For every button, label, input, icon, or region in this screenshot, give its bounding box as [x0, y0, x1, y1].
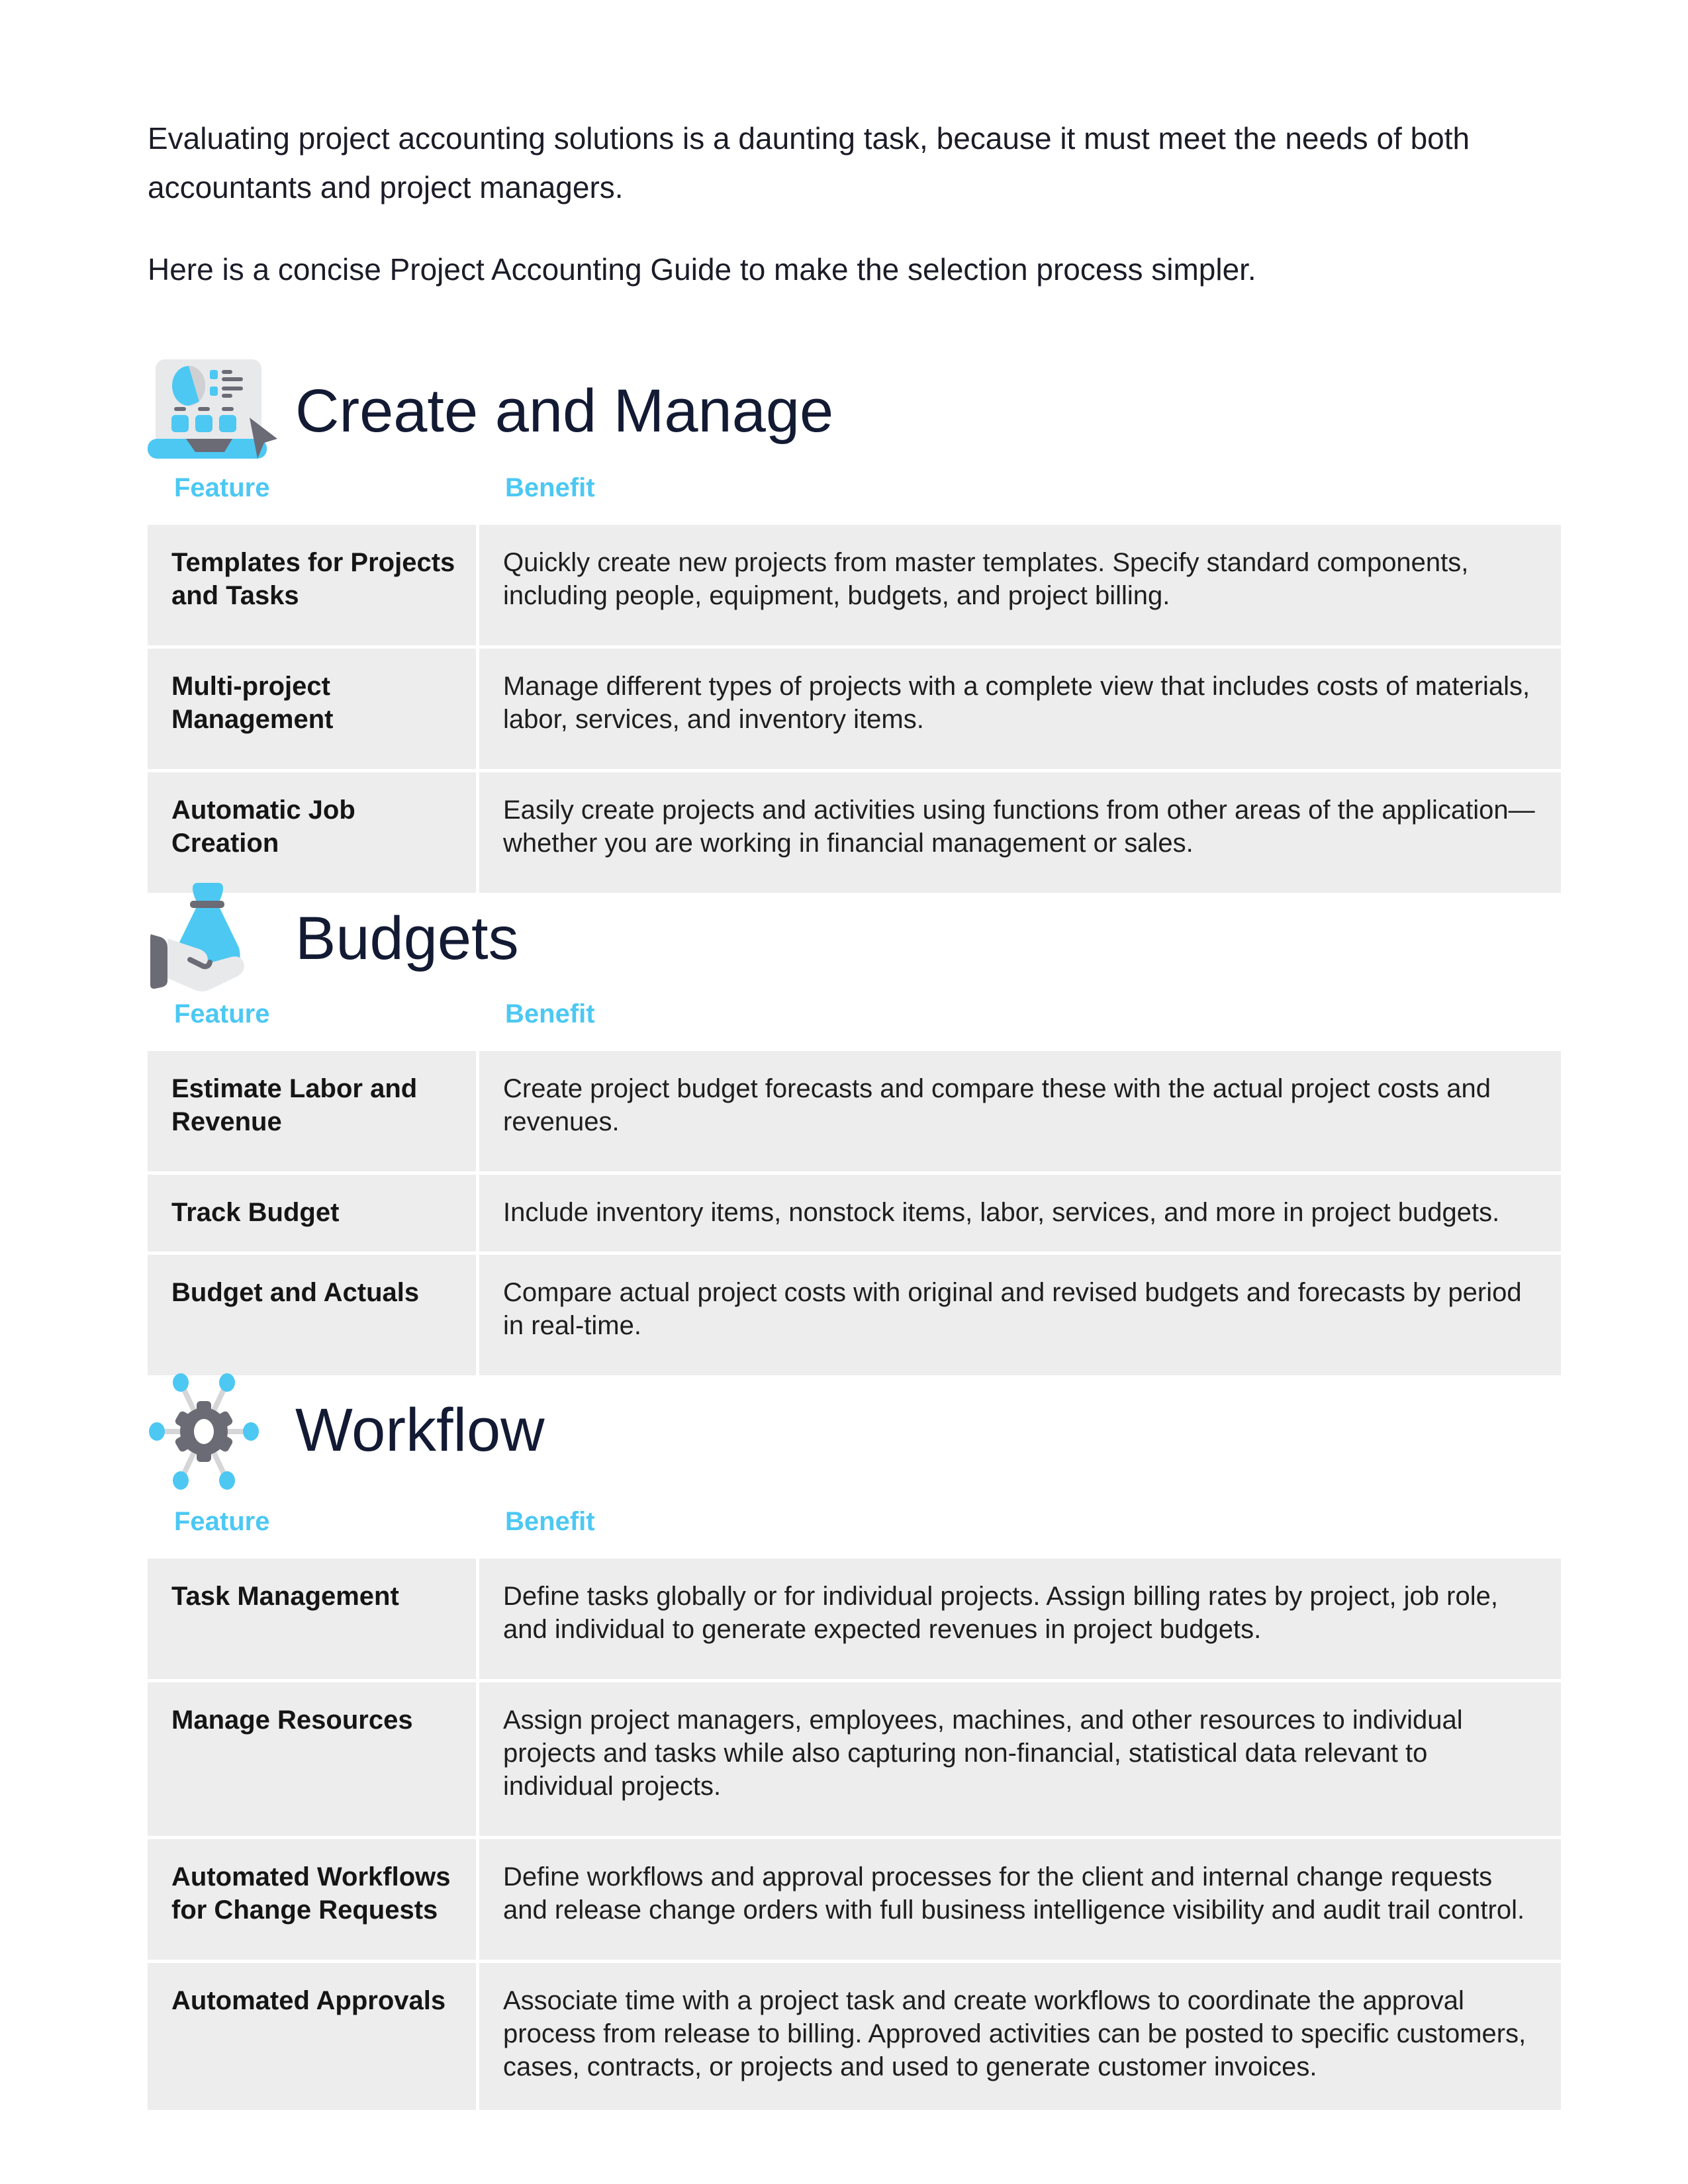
benefit-cell: Create project budget forecasts and compare these with the actual project costs and revenues. — [479, 1051, 1561, 1171]
section-title: Create and Manage — [295, 377, 834, 445]
benefit-cell: Assign project managers, employees, machines, and other resources to individual projects and tasks while also capturing non-financial, statistical data relevant to individual projects. — [479, 1679, 1561, 1836]
section-workflow — [148, 1373, 1561, 2110]
feature-cell: Multi-project Management — [148, 645, 479, 769]
section-title: Workflow — [295, 1396, 545, 1464]
feature-column-label: Feature — [174, 999, 270, 1028]
feature-column-label: Feature — [174, 1507, 270, 1536]
section-title: Budgets — [295, 905, 519, 972]
table-row — [148, 1051, 1561, 1171]
table-row — [148, 1559, 1561, 1679]
benefit-cell: Associate time with a project task and create workflows to coordinate the approval process from release to billing. Approved activities can be posted to specific customers, cases, contracts, or projects and used to generate customer invoices. — [479, 1960, 1561, 2110]
table-row — [148, 769, 1561, 893]
intro-paragraph-1 — [148, 114, 1538, 212]
feature-cell: Templates for Projects and Tasks — [148, 525, 479, 645]
benefit-cell: Easily create projects and activities using functions from other areas of the application—whether you are working in financial management or sales. — [479, 769, 1561, 893]
benefit-column-label: Benefit — [505, 1507, 595, 1536]
table-row — [148, 1171, 1561, 1251]
feature-benefit-table — [148, 1559, 1561, 2110]
section-create-and-manage — [148, 354, 1561, 893]
table-row — [148, 525, 1561, 645]
feature-benefit-table — [148, 525, 1561, 893]
feature-cell: Manage Resources — [148, 1679, 479, 1836]
feature-benefit-table — [148, 1051, 1561, 1375]
feature-cell: Track Budget — [148, 1171, 479, 1251]
intro-text-2: Here is a concise Project Accounting Guide to make the selection process simpler. — [148, 252, 1256, 287]
benefit-cell: Compare actual project costs with original and revised budgets and forecasts by period in real-time. — [479, 1251, 1561, 1375]
benefit-cell: Define workflows and approval processes for the client and internal change requests and release change orders with full business intelligence visibility and audit trail control. — [479, 1836, 1561, 1960]
column-labels — [148, 999, 1561, 1052]
section-header — [148, 880, 1561, 999]
feature-cell: Automatic Job Creation — [148, 769, 479, 893]
benefit-cell: Include inventory items, nonstock items, labor, services, and more in project budgets. — [479, 1171, 1561, 1251]
column-labels — [148, 473, 1561, 526]
feature-cell: Automated Approvals — [148, 1960, 479, 2110]
feature-cell: Task Management — [148, 1559, 479, 1679]
feature-column-label: Feature — [174, 473, 270, 502]
benefit-column-label: Benefit — [505, 999, 595, 1028]
section-header — [148, 1373, 1561, 1492]
money-bag-hand-icon — [148, 880, 280, 999]
table-row — [148, 1836, 1561, 1960]
table-row — [148, 645, 1561, 769]
table-row — [148, 1960, 1561, 2110]
section-budgets — [148, 880, 1561, 1375]
dashboard-report-icon — [148, 354, 280, 473]
intro-paragraph-2 — [148, 245, 1538, 294]
benefit-column-label: Benefit — [505, 473, 595, 502]
feature-cell: Automated Workflows for Change Requests — [148, 1836, 479, 1960]
section-header — [148, 354, 1561, 473]
feature-cell: Estimate Labor and Revenue — [148, 1051, 479, 1171]
benefit-cell: Define tasks globally or for individual projects. Assign billing rates by project, job role, and individual to generate expected revenues in project budgets. — [479, 1559, 1561, 1679]
feature-cell: Budget and Actuals — [148, 1251, 479, 1375]
gear-network-icon — [148, 1373, 280, 1492]
column-labels — [148, 1507, 1561, 1560]
intro-text-1: Evaluating project accounting solutions is a daunting task, because it must meet the needs of both accountants and project managers. — [148, 121, 1470, 205]
table-row — [148, 1251, 1561, 1375]
benefit-cell: Quickly create new projects from master templates. Specify standard components, including people, equipment, budgets, and project billing. — [479, 525, 1561, 645]
table-row — [148, 1679, 1561, 1836]
benefit-cell: Manage different types of projects with a complete view that includes costs of materials, labor, services, and inventory items. — [479, 645, 1561, 769]
